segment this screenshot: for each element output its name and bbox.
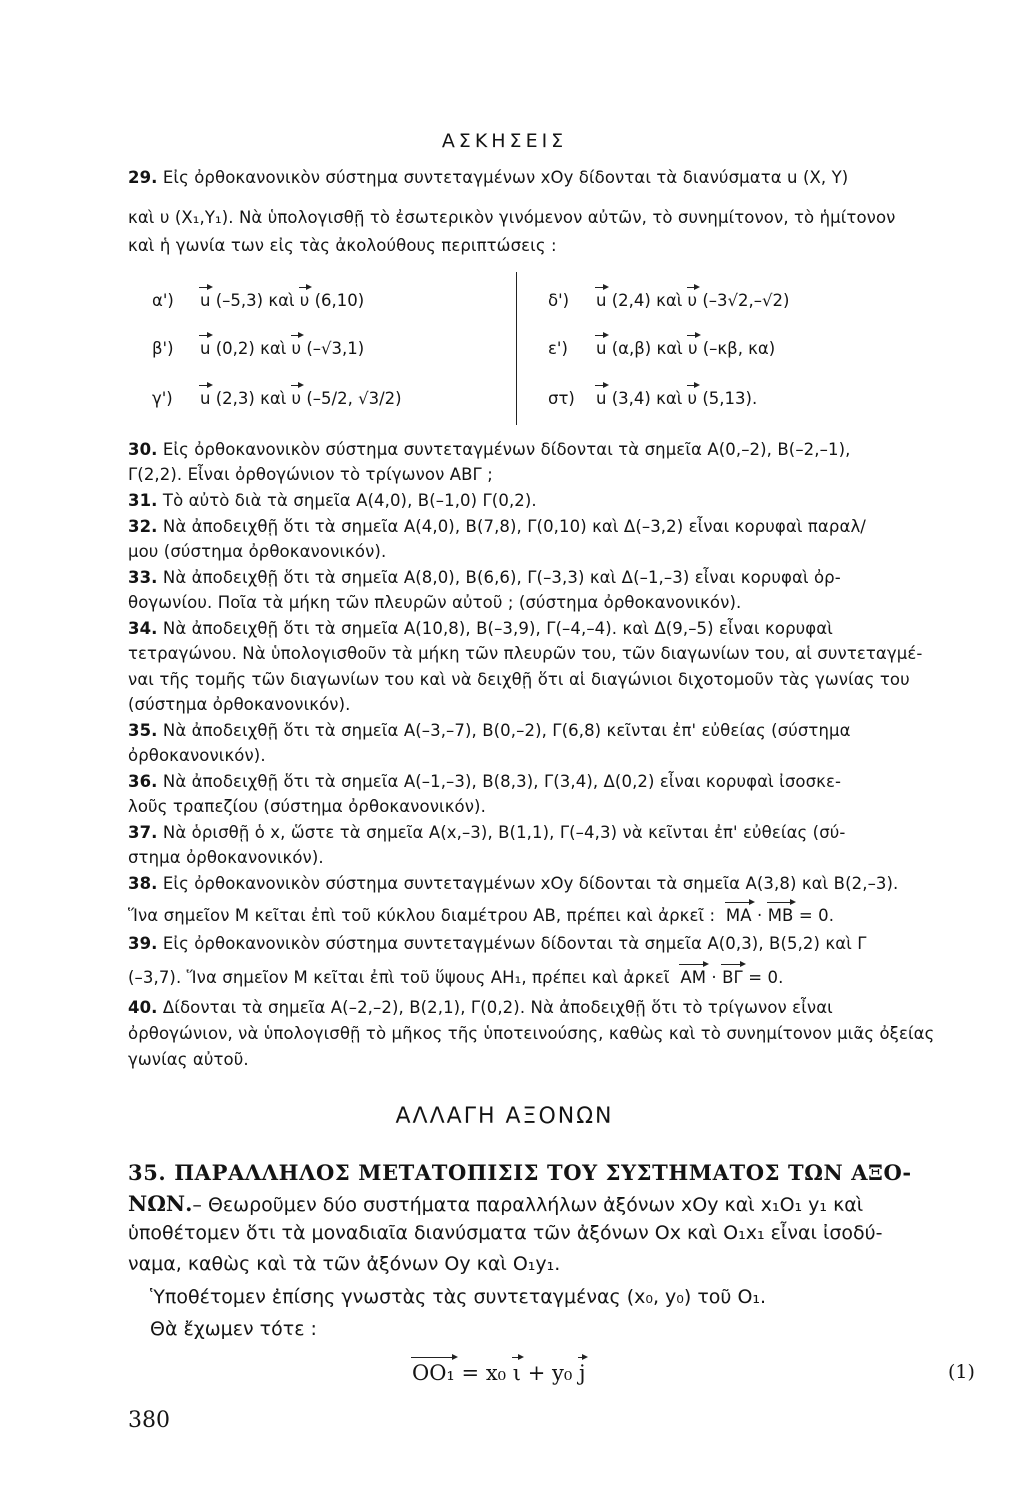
ex29-text1: Εἰς ὀρθοκανονικὸν σύστημα συντεταγμένων xOy δίδονται τὰ διανύσματα u (X, Y) — [162, 168, 849, 187]
v-value: (5,13). — [702, 389, 758, 408]
cases-divider — [516, 272, 517, 425]
u-value: (–5,3) — [215, 291, 264, 310]
v-value: (–√3,1) — [306, 339, 365, 358]
ex33-text1: Νὰ ἀποδειχθῇ ὅτι τὰ σημεῖα A(8,0), B(6,6), Γ(–3,3) καὶ Δ(–1,–3) εἶναι κορυφαὶ ὀρ- — [162, 568, 841, 587]
ex38-text1: Εἰς ὀρθοκανονικὸν σύστημα συντεταγμένων xOy δίδονται τὰ σημεῖα A(3,8) καὶ B(2,–3). — [162, 874, 899, 893]
vector-v: υ — [687, 339, 698, 358]
sec35-line4: Ὑποθέτομεν ἐπίσης γνωστὰς τὰς συντεταγμένας (x₀, y₀) τοῦ O₁. — [150, 1286, 767, 1308]
ex39-text1: Εἰς ὀρθοκανονικὸν σύστημα συντεταγμένων δίδονται τὰ σημεῖα A(0,3), B(5,2) καὶ Γ — [162, 934, 867, 953]
dot-operator: · — [711, 968, 717, 987]
eq-x0: = x₀ — [461, 1361, 507, 1385]
section-35-title: 35. ΠΑΡΑΛΛΗΛΟΣ ΜΕΤΑΤΟΠΙΣΙΣ ΤΟΥ ΣΥΣΤΗΜΑΤΟΣ ΤΩΝ ΑΞΟ- — [128, 1160, 912, 1185]
v-value: (6,10) — [314, 291, 365, 310]
ex34-line2: τετραγώνου. Νὰ ὑπολογισθοῦν τὰ μήκη τῶν πλευρῶν του, τῶν διαγωνίων του, αἱ συντεταγμέ- — [128, 644, 923, 663]
kai: καὶ — [268, 291, 295, 310]
ex36-line2: λοῦς τραπεζίου (σύστημα ὀρθοκανονικόν). — [128, 797, 486, 816]
vector-u: u — [200, 339, 211, 358]
case-row — [548, 291, 789, 310]
ex30-number: 30. — [128, 440, 158, 459]
case-label: γ') — [152, 389, 173, 408]
case-row — [548, 389, 757, 408]
ex36-line1 — [128, 772, 973, 791]
ex40-line3: γωνίας αὐτοῦ. — [128, 1050, 249, 1069]
ex37-line2: στημα ὀρθοκανονικόν). — [128, 848, 324, 867]
dot-operator: · — [756, 906, 763, 925]
ex35-line2: ὀρθοκανονικόν). — [128, 746, 266, 765]
ex32-number: 32. — [128, 517, 158, 536]
vector-u: u — [596, 339, 607, 358]
ex32-line1 — [128, 517, 973, 536]
kai: καὶ — [656, 389, 683, 408]
equals-zero: = 0. — [748, 968, 784, 987]
sec35-bold-start: ΝΩΝ. — [128, 1191, 193, 1216]
ex29-number: 29. — [128, 168, 158, 187]
ex40-number: 40. — [128, 998, 158, 1017]
case-label: δ') — [548, 291, 570, 310]
vector-u: u — [200, 389, 211, 408]
case-row — [152, 291, 364, 310]
eq-y0: + y₀ — [527, 1361, 573, 1385]
v-value: (–3√2,–√2) — [702, 291, 790, 310]
sec35-text1: – Θεωροῦμεν δύο συστήματα παραλλήλων ἀξόνων xOy καὶ x₁O₁ y₁ καὶ — [192, 1194, 864, 1216]
ex29-line1 — [128, 168, 973, 187]
vector-v: υ — [687, 291, 698, 310]
unit-vector-i: ι — [512, 1361, 522, 1385]
ex32-line2: μου (σύστημα ὀρθοκανονικόν). — [128, 542, 387, 561]
page-number: 380 — [128, 1408, 170, 1433]
ex30-line2: Γ(2,2). Εἶναι ὀρθογώνιον τὸ τρίγωνον ΑΒΓ ; — [128, 465, 493, 484]
ex35-line1 — [128, 721, 973, 740]
sec35-line3: ναμα, καθὼς καὶ τὰ τῶν ἀξόνων Oy καὶ O₁y₁. — [128, 1253, 561, 1275]
vector-BG: BΓ — [722, 968, 743, 987]
ex38-text2: Ἵνα σημεῖον M κεῖται ἐπὶ τοῦ κύκλου διαμέτρου AB, πρέπει καὶ ἀρκεῖ : — [128, 906, 716, 925]
sec35-line2: ὑποθέτομεν ὅτι τὰ μοναδιαῖα διανύσματα τῶν ἀξόνων Ox καὶ O₁x₁ εἶναι ἰσοδύ- — [128, 1222, 883, 1244]
ex37-number: 37. — [128, 823, 158, 842]
vector-u: u — [596, 389, 607, 408]
kai: καὶ — [260, 389, 287, 408]
equals-zero: = 0. — [798, 906, 835, 925]
equation-1 — [412, 1361, 585, 1385]
ex37-text1: Νὰ ὁρισθῇ ὁ x, ὥστε τὰ σημεῖα A(x,–3), B(1,1), Γ(–4,3) νὰ κεῖνται ἐπ' εὐθείας (σύ- — [162, 823, 846, 842]
case-row — [152, 389, 402, 408]
vector-MA: MA — [725, 906, 752, 925]
vector-u: u — [200, 291, 211, 310]
ex35-number: 35. — [128, 721, 158, 740]
ex34-text1: Νὰ ἀποδειχθῇ ὅτι τὰ σημεῖα A(10,8), B(–3,9), Γ(–4,–4). καὶ Δ(9,–5) εἶναι κορυφαὶ — [162, 619, 833, 638]
ex39-line2 — [128, 968, 973, 987]
ex37-line1 — [128, 823, 973, 842]
ex30-text1: Εἰς ὀρθοκανονικὸν σύστημα συντεταγμένων δίδονται τὰ σημεῖα A(0,–2), B(–2,–1), — [162, 440, 851, 459]
v-value: (–5/2, √3/2) — [306, 389, 402, 408]
ex39-text2: (–3,7). Ἵνα σημεῖον M κεῖται ἐπὶ τοῦ ὕψους AH₁, πρέπει καὶ ἀρκεῖ — [128, 968, 670, 987]
u-value: (0,2) — [215, 339, 255, 358]
u-value: (2,4) — [611, 291, 651, 310]
vector-u: u — [596, 291, 607, 310]
ex36-number: 36. — [128, 772, 158, 791]
ex33-line1 — [128, 568, 973, 587]
ex34-line4: (σύστημα ὀρθοκανονικόν). — [128, 695, 351, 714]
vector-v: υ — [687, 389, 698, 408]
ex34-line1 — [128, 619, 973, 638]
ex30-line1 — [128, 440, 973, 459]
u-value: (α,β) — [611, 339, 652, 358]
ex40-line1 — [128, 998, 973, 1017]
case-label: α') — [152, 291, 174, 310]
ex31-text1: Τὸ αὐτὸ διὰ τὰ σημεῖα A(4,0), B(–1,0) Γ(0,2). — [162, 491, 537, 510]
vector-MB: MB — [767, 906, 794, 925]
ex31-line1 — [128, 491, 973, 510]
ex40-text1: Δίδονται τὰ σημεῖα A(–2,–2), B(2,1), Γ(0,2). Νὰ ἀποδειχθῇ ὅτι τὸ τρίγωνον εἶναι — [162, 998, 833, 1017]
v-value: (–κβ, κα) — [702, 339, 776, 358]
ex33-line2: θογωνίου. Ποῖα τὰ μήκη τῶν πλευρῶν αὐτοῦ ; (σύστημα ὀρθοκανονικόν). — [128, 593, 742, 612]
ex38-line1 — [128, 874, 973, 893]
sec35-line5: Θὰ ἔχωμεν τότε : — [150, 1318, 317, 1340]
exercises-heading: ΑΣΚΗΣΕΙΣ — [441, 130, 568, 152]
ex31-number: 31. — [128, 491, 158, 510]
kai: καὶ — [656, 291, 683, 310]
sec35-line1 — [128, 1191, 983, 1216]
ex39-number: 39. — [128, 934, 158, 953]
vector-OO1: OO₁ — [412, 1361, 455, 1385]
ex33-number: 33. — [128, 568, 158, 587]
vector-v: υ — [291, 339, 302, 358]
ex29-line3: καὶ ἡ γωνία των εἰς τὰς ἀκολούθους περιπτώσεις : — [128, 236, 557, 255]
case-row — [548, 339, 775, 358]
ex32-text1: Νὰ ἀποδειχθῇ ὅτι τὰ σημεῖα A(4,0), B(7,8), Γ(0,10) καὶ Δ(–3,2) εἶναι κορυφαὶ παραλ/ — [162, 517, 866, 536]
kai: καὶ — [260, 339, 287, 358]
equation-number: (1) — [948, 1361, 975, 1383]
case-label: στ) — [548, 389, 575, 408]
ex40-line2: ὀρθογώνιον, νὰ ὑπολογισθῇ τὸ μῆκος τῆς ὑποτεινούσης, καθὼς καὶ τὸ συνημίτονον μιᾶς ὀξείας — [128, 1024, 935, 1043]
vector-v: υ — [299, 291, 310, 310]
u-value: (3,4) — [611, 389, 651, 408]
case-label: β') — [152, 339, 174, 358]
ex38-number: 38. — [128, 874, 158, 893]
ex29-line2: καὶ υ (X₁,Y₁). Νὰ ὑπολογισθῇ τὸ ἐσωτερικὸν γινόμενον αὐτῶν, τὸ συνημίτονον, τὸ ἡμίτονον — [128, 208, 896, 227]
case-row — [152, 339, 364, 358]
kai: καὶ — [656, 339, 683, 358]
ex35-text1: Νὰ ἀποδειχθῇ ὅτι τὰ σημεῖα A(–3,–7), B(0,–2), Γ(6,8) κεῖνται ἐπ' εὐθείας (σύστημα — [162, 721, 851, 740]
vector-AM: AM — [680, 968, 707, 987]
ex39-line1 — [128, 934, 973, 953]
vector-v: υ — [291, 389, 302, 408]
ex34-line3: ναι τῆς τομῆς τῶν διαγωνίων του καὶ νὰ δειχθῇ ὅτι αἱ διαγώνιοι διχοτομοῦν τὰς γωνίας του — [128, 670, 910, 689]
ex36-text1: Νὰ ἀποδειχθῇ ὅτι τὰ σημεῖα A(–1,–3), B(8,3), Γ(3,4), Δ(0,2) εἶναι κορυφαὶ ἰσοσκε- — [162, 772, 842, 791]
ex38-line2 — [128, 906, 973, 925]
unit-vector-j: j — [578, 1361, 586, 1385]
case-label: ε') — [548, 339, 568, 358]
ex34-number: 34. — [128, 619, 158, 638]
u-value: (2,3) — [215, 389, 255, 408]
section-heading: ΑΛΛΑΓΗ ΑΞΟΝΩΝ — [395, 1104, 614, 1129]
